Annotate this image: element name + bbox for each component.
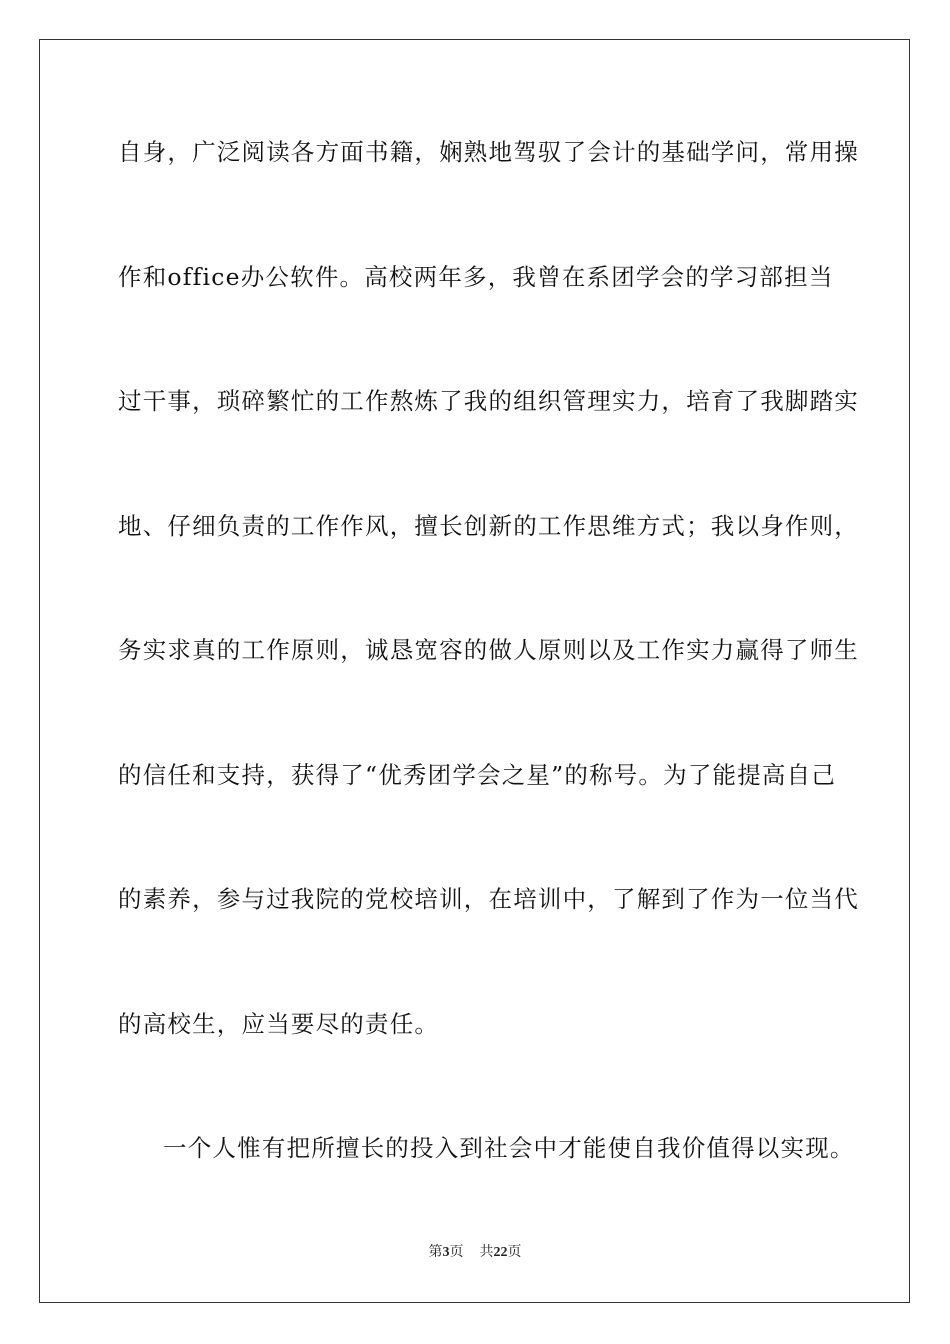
- body-line-1: 自身，广泛阅读各方面书籍，娴熟地驾驭了会计的基础学问，常用操: [118, 138, 859, 166]
- body-line-3: 过干事，琐碎繁忙的工作熬炼了我的组织管理实力，培育了我脚踏实: [118, 387, 859, 415]
- body-line-7: 的素养，参与过我院的党校培训，在培训中，了解到了作为一位当代: [118, 885, 859, 913]
- body-line-8: 的高校生，应当要尽的责任。: [118, 1010, 440, 1038]
- body-line-9: 一个人惟有把所擅长的投入到社会中才能使自我价值得以实现。: [163, 1134, 855, 1162]
- body-line-2: 作和office办公软件。高校两年多，我曾在系团学会的学习部担当: [118, 263, 834, 291]
- page-footer: [0, 1244, 950, 1262]
- footer-page-suffix: 页: [449, 1245, 464, 1260]
- body-line-4: 地、仔细负责的工作作风，擅长创新的工作思维方式；我以身作则，: [118, 512, 859, 540]
- page-border: [39, 39, 910, 1303]
- footer-total-suffix: 页: [507, 1245, 522, 1260]
- footer-page-current: 3: [442, 1245, 450, 1260]
- footer-total-prefix: 共: [479, 1245, 494, 1260]
- body-line-6: 的信任和支持，获得了“优秀团学会之星”的称号。为了能提高自己: [118, 761, 837, 789]
- body-line-5: 务实求真的工作原则，诚恳宽容的做人原则以及工作实力赢得了师生: [118, 636, 859, 664]
- footer-total-pages: 22: [493, 1245, 508, 1260]
- footer-page-prefix: 第: [428, 1245, 443, 1260]
